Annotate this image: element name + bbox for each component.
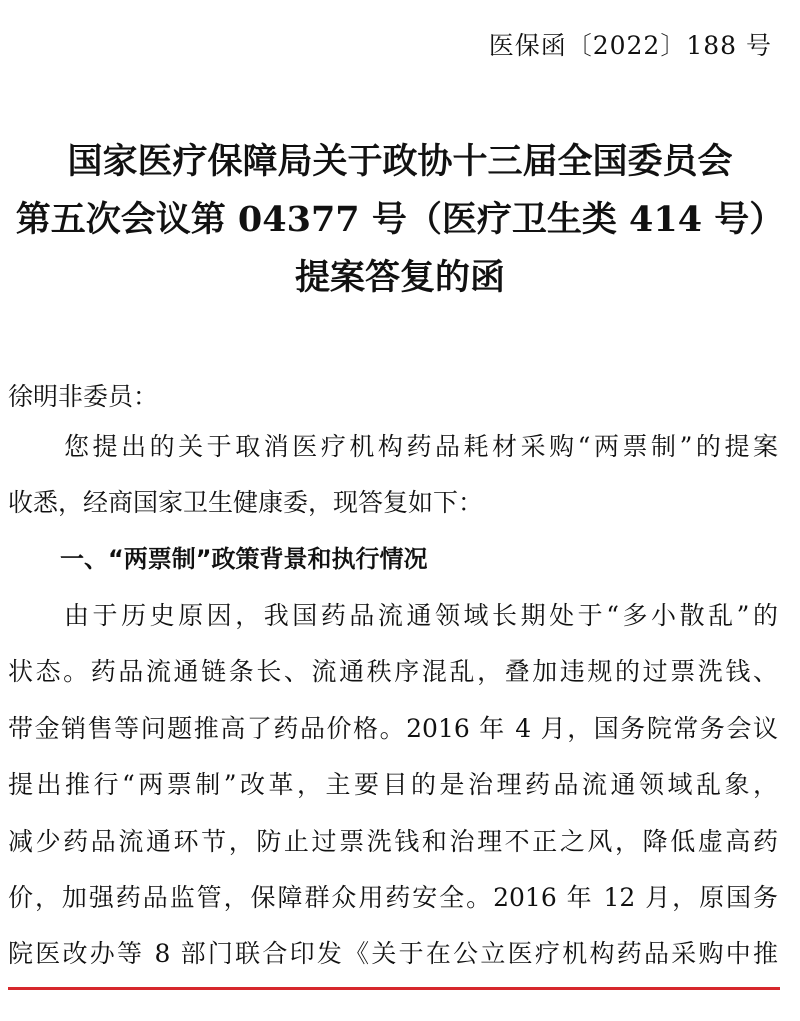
section-heading: 一、“两票制”政策背景和执行情况 bbox=[60, 545, 428, 573]
intro-line-1: 您提出的关于取消医疗机构药品耗材采购“两票制”的提案 bbox=[64, 432, 778, 461]
paragraph-line: 院医改办等 8 部门联合印发《关于在公立医疗机构药品采购中推 bbox=[8, 939, 778, 968]
paragraph-line: 带金销售等问题推高了药品价格。2016 年 4 月，国务院常务会议 bbox=[8, 714, 778, 743]
footer-red-rule bbox=[8, 987, 780, 990]
salutation: 徐明非委员： bbox=[8, 382, 159, 411]
intro-line-2: 收悉，经商国家卫生健康委，现答复如下： bbox=[8, 488, 484, 517]
paragraph-line: 状态。药品流通链条长、流通秩序混乱，叠加违规的过票洗钱、 bbox=[8, 657, 778, 686]
paragraph-line: 价，加强药品监管，保障群众用药安全。2016 年 12 月，原国务 bbox=[8, 883, 778, 912]
paragraph-line: 减少药品流通环节，防止过票洗钱和治理不正之风，降低虚高药 bbox=[8, 827, 778, 856]
title-line-1: 国家医疗保障局关于政协十三届全国委员会 bbox=[67, 141, 733, 182]
paragraph-line: 提出推行“两票制”改革，主要目的是治理药品流通领域乱象， bbox=[8, 770, 778, 799]
paragraph-line: 由于历史原因，我国药品流通领域长期处于“多小散乱”的 bbox=[64, 601, 778, 630]
title-line-2: 第五次会议第 04377 号（医疗卫生类 414 号） bbox=[15, 199, 785, 240]
title-line-3: 提案答复的函 bbox=[294, 257, 505, 298]
document-number: 医保函〔2022〕188 号 bbox=[488, 31, 772, 60]
